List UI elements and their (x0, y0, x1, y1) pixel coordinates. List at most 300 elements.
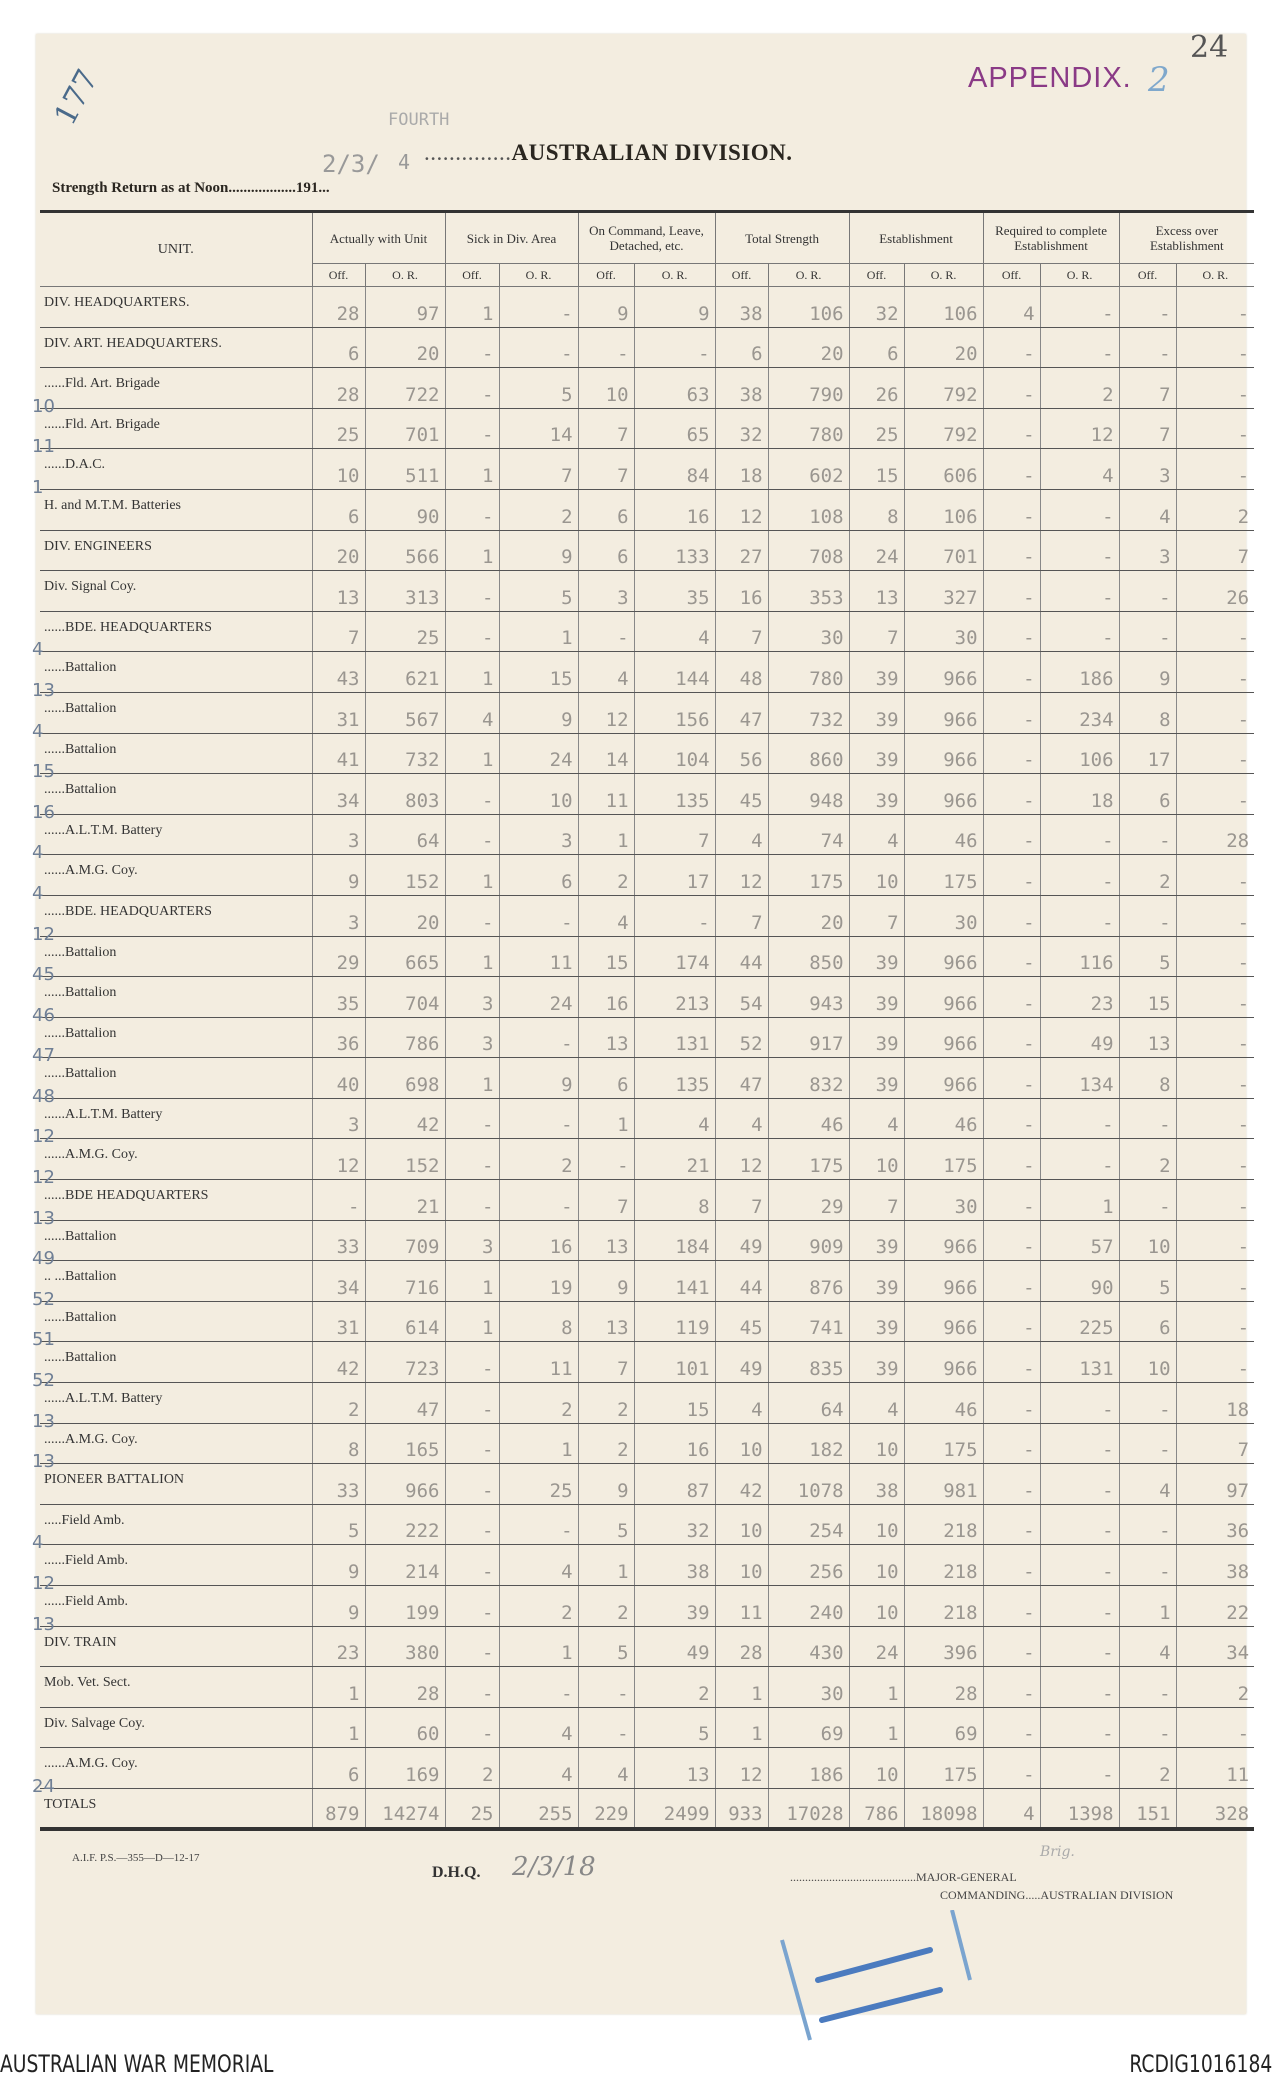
unit-name: ......Field Amb. (44, 1553, 129, 1569)
value-cell: 5 (499, 571, 578, 612)
value-cell: 43 (312, 652, 365, 693)
value-cell: 152 (365, 1139, 445, 1180)
table-row (40, 652, 1254, 693)
unit-name: ......Battalion (44, 741, 117, 757)
unit-name: TOTALS (44, 1796, 97, 1812)
value-cell: 1 (1040, 1180, 1119, 1221)
unit-name: Div. Salvage Coy. (44, 1715, 145, 1731)
value-cell: 5 (1119, 1261, 1176, 1302)
unit-cell (40, 1667, 312, 1708)
value-cell: 1 (445, 1261, 499, 1302)
value-cell: - (1176, 977, 1254, 1018)
value-cell: 106 (768, 287, 849, 328)
value-cell: 8 (1119, 692, 1176, 733)
value-cell: 732 (768, 692, 849, 733)
unit-name: ......A.M.G. Coy. (44, 863, 138, 879)
value-cell: - (983, 895, 1040, 936)
value-cell: 46 (768, 1098, 849, 1139)
value-cell: 9 (634, 287, 715, 328)
value-cell: 1 (445, 449, 499, 490)
value-cell: 9 (312, 855, 365, 896)
value-cell: 213 (634, 977, 715, 1018)
value-cell: 1 (578, 814, 634, 855)
value-cell: - (445, 368, 499, 409)
unit-cell (32, 368, 312, 417)
value-cell: - (1119, 895, 1176, 936)
handwritten-unit-number: 4 (32, 639, 44, 661)
value-cell: 732 (365, 733, 445, 774)
value-cell: - (983, 1139, 1040, 1180)
value-cell: 46 (904, 1098, 983, 1139)
value-cell: 10 (849, 1545, 904, 1586)
value-cell: 1 (715, 1707, 768, 1748)
value-cell: 22 (1176, 1586, 1254, 1627)
unit-cell (40, 1788, 312, 1829)
value-cell: - (983, 936, 1040, 977)
page-title: ..............AUSTRALIAN DIVISION. (424, 140, 793, 165)
value-cell: 948 (768, 774, 849, 815)
value-cell: 396 (904, 1626, 983, 1667)
unit-cell (40, 1464, 312, 1505)
value-cell: 722 (365, 368, 445, 409)
value-cell: 108 (768, 489, 849, 530)
value-cell: 3 (499, 814, 578, 855)
value-cell: 4 (715, 1383, 768, 1424)
value-cell: 38 (849, 1464, 904, 1505)
value-cell: - (983, 814, 1040, 855)
handwritten-unit-number: 45 (32, 964, 55, 986)
handwritten-unit-number: 48 (32, 1085, 55, 1107)
or-subheader: O. R. (365, 264, 445, 287)
value-cell: 9 (312, 1545, 365, 1586)
value-cell: 10 (849, 1504, 904, 1545)
value-cell: 1 (715, 1667, 768, 1708)
value-cell: 28 (1176, 814, 1254, 855)
value-cell: 16 (499, 1220, 578, 1261)
unit-name: ......BDE. HEADQUARTERS (44, 903, 212, 919)
commanding-line: COMMANDING.....AUSTRALIAN DIVISION (940, 1888, 1174, 1902)
value-cell: 792 (904, 368, 983, 409)
value-cell: 966 (904, 1261, 983, 1302)
value-cell: - (1040, 855, 1119, 896)
value-cell: - (445, 1383, 499, 1424)
value-cell: 20 (312, 530, 365, 571)
value-cell: - (499, 1017, 578, 1058)
unit-name: ......Battalion (44, 1025, 117, 1041)
value-cell: 7 (1176, 530, 1254, 571)
value-cell: 20 (904, 327, 983, 368)
value-cell: - (983, 1098, 1040, 1139)
value-cell: 49 (1040, 1017, 1119, 1058)
value-cell: 34 (312, 774, 365, 815)
value-cell: 35 (312, 977, 365, 1018)
strength-return-table (32, 210, 1254, 1831)
unit-name: ......Fld. Art. Brigade (44, 416, 160, 432)
value-cell: 933 (715, 1788, 768, 1829)
unit-cell (32, 692, 312, 742)
date-stamp: 2/3/ (322, 150, 380, 178)
value-cell: - (1119, 287, 1176, 328)
value-cell: 6 (1119, 774, 1176, 815)
value-cell: 4 (849, 1098, 904, 1139)
value-cell: 792 (904, 408, 983, 449)
value-cell: - (983, 977, 1040, 1018)
value-cell: 32 (634, 1504, 715, 1545)
value-cell: 18 (715, 449, 768, 490)
value-cell: 5 (634, 1707, 715, 1748)
value-cell: 63 (634, 368, 715, 409)
value-cell: 10 (849, 1586, 904, 1627)
value-cell: 353 (768, 571, 849, 612)
unit-cell (40, 530, 312, 571)
handwritten-unit-number: 10 (32, 395, 55, 417)
value-cell: 2 (499, 489, 578, 530)
value-cell: 39 (634, 1586, 715, 1627)
value-cell: 14274 (365, 1788, 445, 1829)
value-cell: 3 (312, 814, 365, 855)
value-cell: 1 (445, 652, 499, 693)
unit-name: ......A.M.G. Coy. (44, 1431, 138, 1447)
handwritten-unit-number: 49 (32, 1248, 55, 1270)
subtitle: Strength Return as at Noon..................191... (52, 180, 330, 196)
value-cell: - (445, 489, 499, 530)
value-cell: - (1176, 1220, 1254, 1261)
value-cell: 182 (768, 1423, 849, 1464)
value-cell: 803 (365, 774, 445, 815)
value-cell: 313 (365, 571, 445, 612)
value-cell: 966 (904, 1220, 983, 1261)
value-cell: - (983, 327, 1040, 368)
value-cell: 4 (983, 287, 1040, 328)
value-cell: 708 (768, 530, 849, 571)
value-cell: - (983, 1423, 1040, 1464)
value-cell: 10 (849, 855, 904, 896)
table-row (40, 1667, 1254, 1708)
blue-pencil-mark (780, 1910, 980, 2050)
value-cell: 41 (312, 733, 365, 774)
value-cell: 7 (578, 1180, 634, 1221)
value-cell: - (499, 1098, 578, 1139)
value-cell: 966 (904, 977, 983, 1018)
unit-cell (32, 652, 312, 701)
value-cell: 40 (312, 1058, 365, 1099)
value-cell: 12 (715, 1748, 768, 1789)
value-cell: 24 (849, 1626, 904, 1667)
unit-cell (40, 287, 312, 328)
value-cell: 4 (445, 692, 499, 733)
value-cell: 6 (312, 1748, 365, 1789)
unit-cell (32, 1586, 312, 1635)
officers-subheader: Off. (578, 264, 634, 287)
value-cell: 30 (904, 611, 983, 652)
value-cell: - (983, 1586, 1040, 1627)
value-cell: - (1040, 814, 1119, 855)
unit-cell (32, 733, 312, 783)
value-cell: 9 (1119, 652, 1176, 693)
unit-name: H. and M.T.M. Batteries (44, 497, 181, 513)
value-cell: 116 (1040, 936, 1119, 977)
table-row (40, 1342, 1254, 1383)
value-cell: - (445, 1098, 499, 1139)
value-cell: 10 (715, 1545, 768, 1586)
value-cell: - (1040, 1748, 1119, 1789)
value-cell: 119 (634, 1301, 715, 1342)
value-cell: 28 (365, 1667, 445, 1708)
value-cell: 42 (365, 1098, 445, 1139)
unit-cell (32, 408, 312, 458)
value-cell: 5 (578, 1626, 634, 1667)
value-cell: - (1040, 1626, 1119, 1667)
value-cell: - (445, 1423, 499, 1464)
value-cell: 4 (634, 1098, 715, 1139)
unit-name: Mob. Vet. Sect. (44, 1675, 131, 1691)
value-cell: - (1119, 611, 1176, 652)
value-cell: - (983, 733, 1040, 774)
value-cell: 850 (768, 936, 849, 977)
value-cell: 2 (578, 1586, 634, 1627)
value-cell: 141 (634, 1261, 715, 1302)
value-cell: - (1040, 1098, 1119, 1139)
value-cell: - (1119, 327, 1176, 368)
value-cell: 175 (768, 1139, 849, 1180)
value-cell: - (1176, 368, 1254, 409)
dhq-label: D.H.Q. (432, 1864, 481, 1881)
unit-name: PIONEER BATTALION (44, 1472, 185, 1488)
unit-name: ......Battalion (44, 1350, 117, 1366)
unit-name: ......D.A.C. (44, 457, 106, 473)
value-cell: 981 (904, 1464, 983, 1505)
value-cell: 7 (715, 1180, 768, 1221)
value-cell: 31 (312, 1301, 365, 1342)
value-cell: - (499, 327, 578, 368)
value-cell: 8 (312, 1423, 365, 1464)
column-group-header: On Command, Leave, Detached, etc. (578, 212, 715, 264)
table-row (40, 611, 1254, 652)
value-cell: - (983, 408, 1040, 449)
value-cell: - (1119, 1545, 1176, 1586)
value-cell: 28 (312, 368, 365, 409)
value-cell: 6 (312, 489, 365, 530)
appendix-number: 2 (1148, 60, 1170, 100)
value-cell: - (1119, 1707, 1176, 1748)
value-cell: - (1176, 774, 1254, 815)
column-group-header: Actually with Unit (312, 212, 445, 264)
value-cell: 218 (904, 1504, 983, 1545)
handwritten-unit-number: 13 (32, 1613, 55, 1635)
table-row (40, 1504, 1254, 1545)
handwritten-unit-number: 13 (32, 1410, 55, 1432)
value-cell: 225 (1040, 1301, 1119, 1342)
value-cell: 33 (312, 1220, 365, 1261)
table-row (40, 1261, 1254, 1302)
value-cell: 511 (365, 449, 445, 490)
page-number: 24 (1190, 30, 1229, 65)
value-cell: 14 (578, 733, 634, 774)
table-row (40, 327, 1254, 368)
value-cell: - (983, 1058, 1040, 1099)
value-cell: 1 (499, 1423, 578, 1464)
value-cell: - (445, 1586, 499, 1627)
handwritten-unit-number: 11 (32, 436, 55, 458)
value-cell: 2499 (634, 1788, 715, 1829)
dhq-date-handwritten: 2/3/18 (512, 1852, 596, 1882)
value-cell: 24 (499, 733, 578, 774)
value-cell: 21 (634, 1139, 715, 1180)
value-cell: - (1040, 895, 1119, 936)
value-cell: 3 (445, 1220, 499, 1261)
value-cell: 13 (312, 571, 365, 612)
value-cell: - (983, 1504, 1040, 1545)
value-cell: - (1040, 530, 1119, 571)
credit-record-id: RCDIG1016184 (1129, 2050, 1272, 2078)
value-cell: 8 (634, 1180, 715, 1221)
value-cell: 169 (365, 1748, 445, 1789)
value-cell: 10 (715, 1423, 768, 1464)
handwritten-unit-number: 52 (32, 1370, 55, 1392)
value-cell: 20 (768, 895, 849, 936)
handwritten-unit-number: 13 (32, 1451, 55, 1473)
handwritten-unit-number: 12 (32, 1573, 55, 1594)
value-cell: 2 (578, 855, 634, 896)
value-cell: - (445, 895, 499, 936)
value-cell: 709 (365, 1220, 445, 1261)
value-cell: - (983, 1220, 1040, 1261)
value-cell: - (1176, 1180, 1254, 1221)
unit-cell (32, 774, 312, 823)
value-cell: 4 (715, 814, 768, 855)
value-cell: 47 (365, 1383, 445, 1424)
value-cell: - (1040, 1504, 1119, 1545)
value-cell: 30 (768, 1667, 849, 1708)
value-cell: - (1119, 1667, 1176, 1708)
value-cell: 7 (849, 611, 904, 652)
value-cell: 4 (499, 1707, 578, 1748)
value-cell: 7 (849, 895, 904, 936)
value-cell: 214 (365, 1545, 445, 1586)
value-cell: 17 (634, 855, 715, 896)
value-cell: 8 (499, 1301, 578, 1342)
value-cell: 17028 (768, 1788, 849, 1829)
handwritten-unit-number: 24 (32, 1775, 55, 1797)
unit-name: DIV. HEADQUARTERS. (44, 295, 190, 310)
handwritten-unit-number: 12 (32, 923, 55, 945)
value-cell: 430 (768, 1626, 849, 1667)
value-cell: 175 (904, 855, 983, 896)
value-cell: 240 (768, 1586, 849, 1627)
value-cell: 131 (634, 1017, 715, 1058)
value-cell: 20 (768, 327, 849, 368)
value-cell: 38 (715, 368, 768, 409)
table-row (40, 449, 1254, 490)
value-cell: 46 (904, 814, 983, 855)
value-cell: - (983, 774, 1040, 815)
value-cell: 10 (849, 1139, 904, 1180)
value-cell: - (578, 1139, 634, 1180)
value-cell: 45 (715, 1301, 768, 1342)
value-cell: 6 (849, 327, 904, 368)
value-cell: 13 (578, 1301, 634, 1342)
or-subheader: O. R. (499, 264, 578, 287)
unit-cell (32, 1504, 312, 1554)
value-cell: 10 (312, 449, 365, 490)
value-cell: - (634, 895, 715, 936)
table-row (40, 1586, 1254, 1627)
value-cell: 32 (849, 287, 904, 328)
value-cell: 18 (1040, 774, 1119, 815)
value-cell: 165 (365, 1423, 445, 1464)
value-cell: 39 (849, 1301, 904, 1342)
value-cell: 741 (768, 1301, 849, 1342)
value-cell: 5 (1119, 936, 1176, 977)
unit-name: DIV. ENGINEERS (44, 538, 152, 554)
handwritten-unit-number: 13 (32, 679, 55, 701)
value-cell: 6 (578, 530, 634, 571)
value-cell: 11 (578, 774, 634, 815)
value-cell: 45 (715, 774, 768, 815)
value-cell: 175 (904, 1423, 983, 1464)
value-cell: 917 (768, 1017, 849, 1058)
value-cell: 256 (768, 1545, 849, 1586)
value-cell: 2 (312, 1383, 365, 1424)
value-cell: 42 (715, 1464, 768, 1505)
value-cell: - (499, 287, 578, 328)
table-row (40, 1180, 1254, 1221)
value-cell: - (1040, 1667, 1119, 1708)
value-cell: 6 (1119, 1301, 1176, 1342)
value-cell: - (499, 1667, 578, 1708)
unit-cell (32, 1139, 312, 1189)
value-cell: 2 (499, 1586, 578, 1627)
value-cell: - (1176, 287, 1254, 328)
value-cell: 18 (1176, 1383, 1254, 1424)
value-cell: - (983, 368, 1040, 409)
handwritten-unit-number: 1 (32, 476, 44, 498)
value-cell: 7 (715, 895, 768, 936)
value-cell: 46 (904, 1383, 983, 1424)
value-cell: 1 (1119, 1586, 1176, 1627)
value-cell: 104 (634, 733, 715, 774)
value-cell: 4 (983, 1788, 1040, 1829)
value-cell: 3 (445, 1017, 499, 1058)
value-cell: - (1176, 1139, 1254, 1180)
value-cell: 606 (904, 449, 983, 490)
value-cell: 3 (578, 571, 634, 612)
value-cell: 15 (634, 1383, 715, 1424)
value-cell: 106 (904, 489, 983, 530)
value-cell: 38 (1176, 1545, 1254, 1586)
value-cell: - (312, 1180, 365, 1221)
handwritten-unit-number: 52 (32, 1288, 55, 1310)
unit-cell (32, 611, 312, 661)
value-cell: 151 (1119, 1788, 1176, 1829)
value-cell: 13 (634, 1748, 715, 1789)
unit-cell (32, 936, 312, 986)
value-cell: 133 (634, 530, 715, 571)
value-cell: 15 (849, 449, 904, 490)
value-cell: 2 (1119, 1748, 1176, 1789)
value-cell: 704 (365, 977, 445, 1018)
value-cell: 131 (1040, 1342, 1119, 1383)
value-cell: - (983, 1748, 1040, 1789)
unit-name: ......A.L.T.M. Battery (44, 1106, 163, 1122)
table-row (40, 1748, 1254, 1789)
value-cell: 1078 (768, 1464, 849, 1505)
value-cell: 2 (499, 1139, 578, 1180)
value-cell: - (445, 1545, 499, 1586)
value-cell: - (1040, 1423, 1119, 1464)
value-cell: 1 (445, 287, 499, 328)
value-cell: 218 (904, 1545, 983, 1586)
